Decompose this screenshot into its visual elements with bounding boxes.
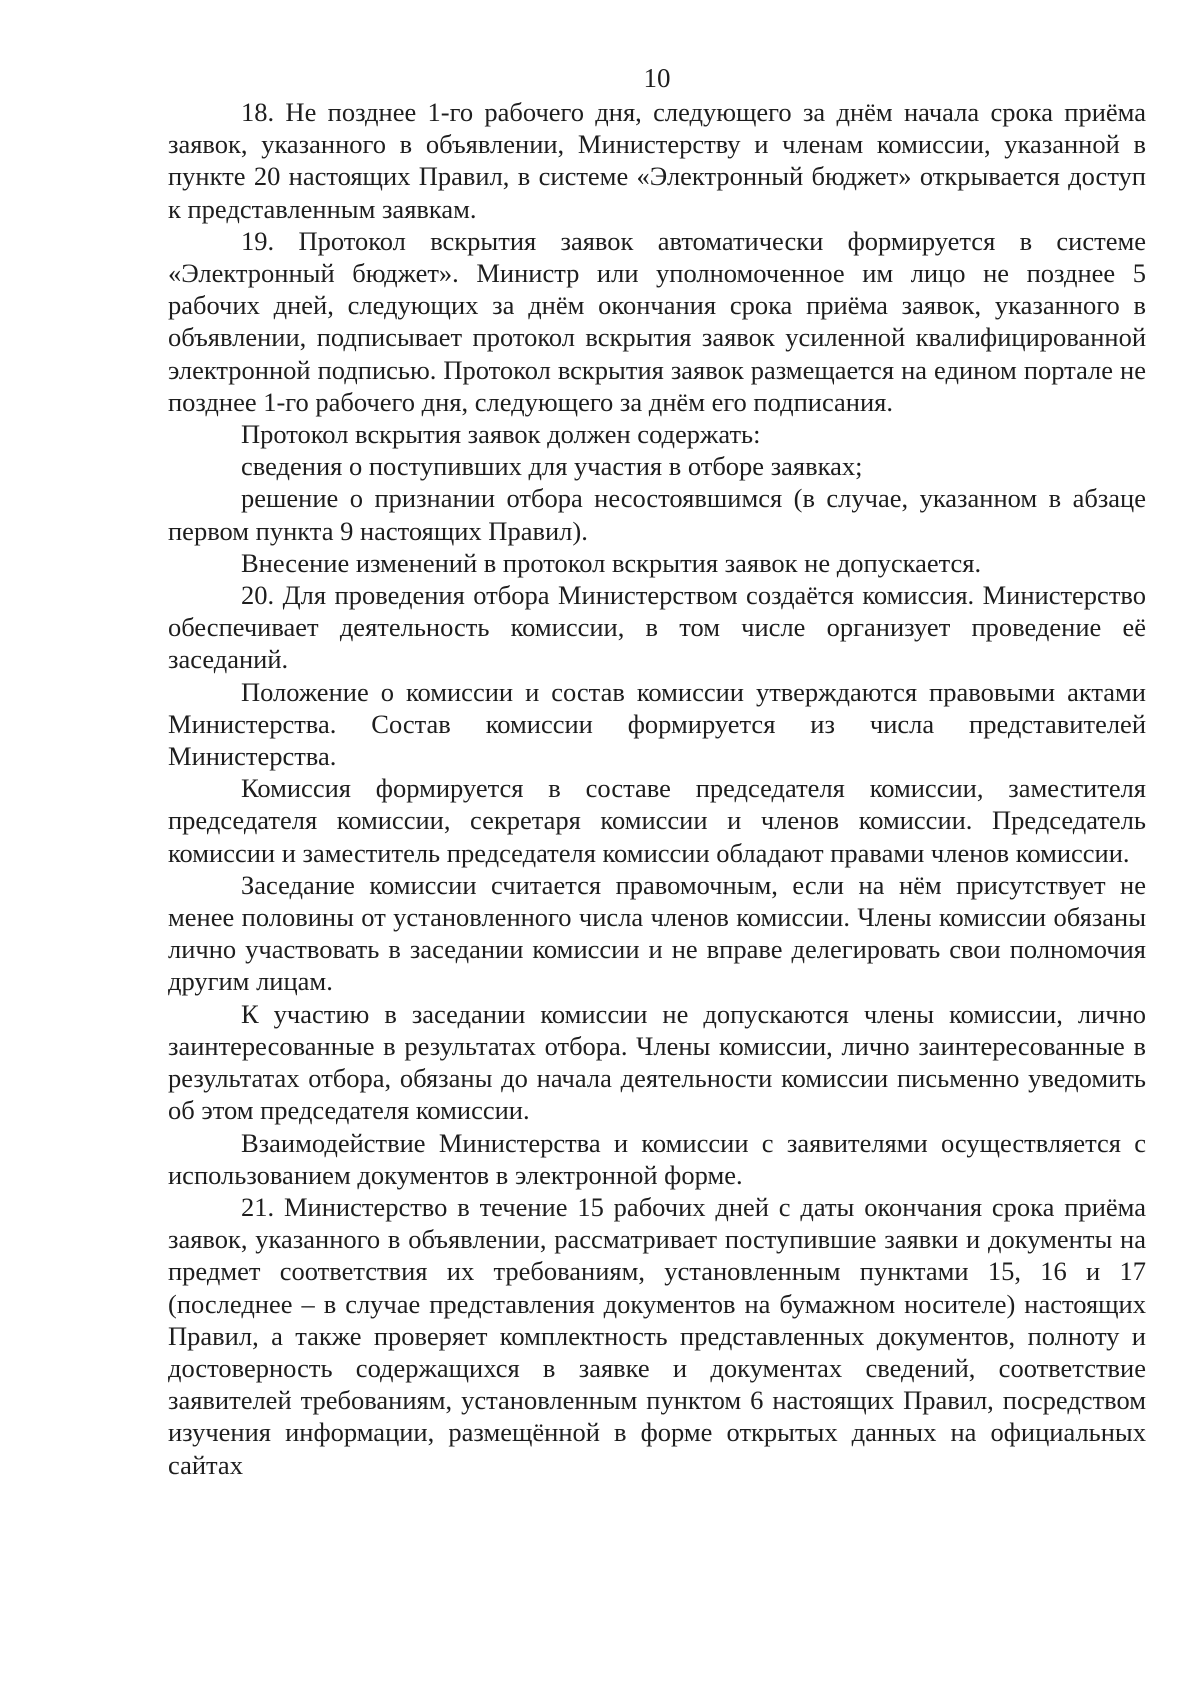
paragraph-18: 18. Не позднее 1-го рабочего дня, следующего за днём начала срока приёма заявок, указанного в объявлении, Министерству и членам комиссии, указанной в пункте 20 настоящих Правил, в системе «Электронный бюджет» открывается доступ к представленным заявкам. (168, 97, 1146, 224)
document-page (168, 62, 1146, 1481)
paragraph-protocol-item-1: сведения о поступивших для участия в отборе заявках; (241, 451, 863, 482)
page-number: 10 (643, 63, 671, 93)
paragraph-20: 20. Для проведения отбора Министерством создаётся комиссия. Министерство обеспечивает деятельность комиссии, в том числе организует проведение её заседаний. (168, 580, 1146, 675)
paragraph-electronic-interaction: Взаимодействие Министерства и комиссии с заявителями осуществляется с использованием документов в электронной форме. (168, 1127, 1146, 1190)
paragraph-commission-regulation: Положение о комиссии и состав комиссии утверждаются правовыми актами Министерства. Состав комиссии формируется из числа представителей Министерства. (168, 676, 1146, 772)
paragraph-conflict-of-interest: К участию в заседании комиссии не допускаются члены комиссии, лично заинтересованные в результатах отбора. Члены комиссии, лично заинтересованные в результатах отбора, обязаны до начала деятельности комиссии письменно уведомить об этом председателя комиссии. (168, 998, 1146, 1126)
paragraph-21: 21. Министерство в течение 15 рабочих дней с даты окончания срока приёма заявок, указанного в объявлении, рассматривает поступившие заявки и документы на предмет соответствия их требованиям, установленным пунктами 15, 16 и 17 (последнее – в случае представления документов на бумажном носителе) настоящих Правил, а также проверяет комплектность представленных документов, полноту и достоверность содержащихся в заявке и документах сведений, соответствие заявителей требованиям, установленным пунктом 6 настоящих Правил, посредством изучения информации, размещённой в форме открытых данных на официальных сайтах (168, 1191, 1146, 1480)
paragraph-protocol-item-2: решение о признании отбора несостоявшимся (в случае, указанном в абзаце первом пункта 9 настоящих Правил). (168, 483, 1146, 546)
paragraph-quorum: Заседание комиссии считается правомочным, если на нём присутствует не менее половины от установленного числа членов комиссии. Члены комиссии обязаны лично участвовать в заседании комиссии и не вправе делегировать свои полномочия другим лицам. (168, 869, 1146, 997)
paragraph-19: 19. Протокол вскрытия заявок автоматически формируется в системе «Электронный бюджет». Министр или уполномоченное им лицо не позднее 5 рабочих дней, следующих за днём окончания срока приёма заявок, указанного в объявлении, подписывает протокол вскрытия заявок усиленной квалифицированной электронной подписью. Протокол вскрытия заявок размещается на едином портале не позднее 1-го рабочего дня, следующего за днём его подписания. (168, 225, 1146, 417)
paragraph-commission-composition: Комиссия формируется в составе председателя комиссии, заместителя председателя комиссии, секретаря комиссии и членов комиссии. Председатель комиссии и заместитель председателя комиссии обладают правами членов комиссии. (168, 773, 1146, 868)
paragraph-no-changes: Внесение изменений в протокол вскрытия заявок не допускается. (241, 547, 982, 578)
paragraph-protocol-contents: Протокол вскрытия заявок должен содержать: (241, 419, 761, 450)
